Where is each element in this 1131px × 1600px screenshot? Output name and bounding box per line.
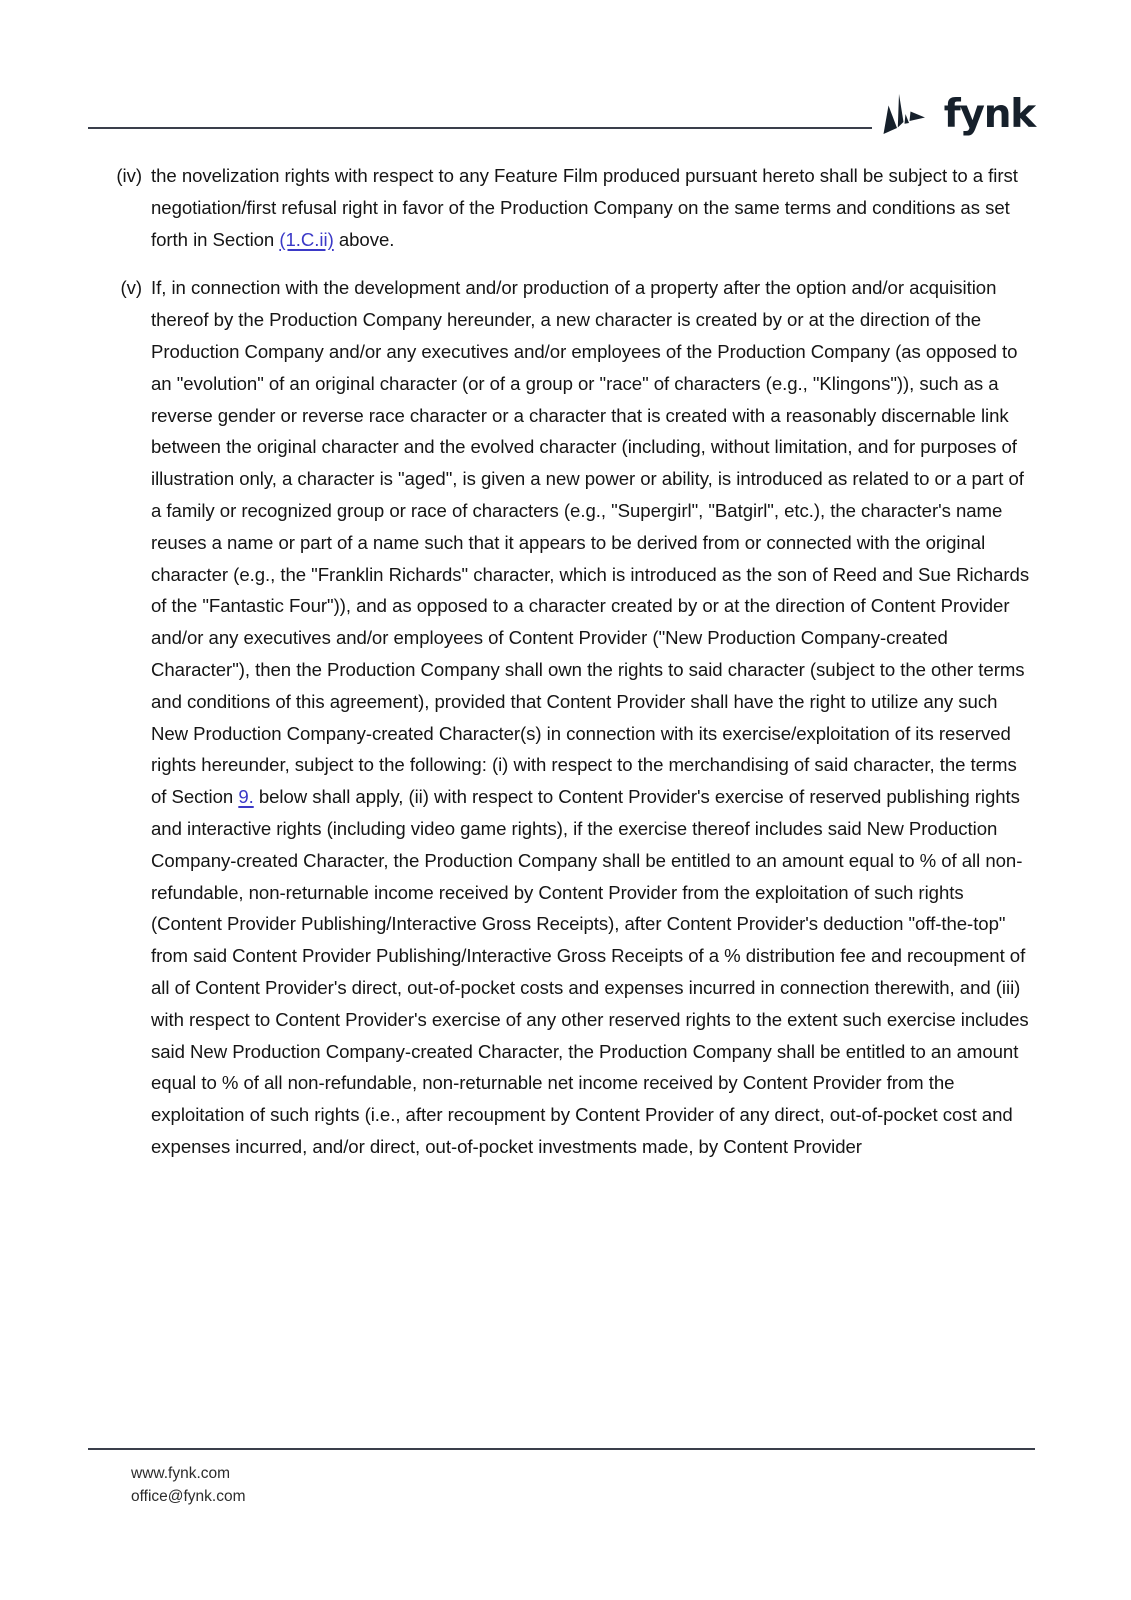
fynk-origami-bird-icon <box>878 92 932 136</box>
brand-name: fynk <box>943 91 1035 137</box>
page-header <box>0 0 1131 160</box>
footer-website[interactable]: www.fynk.com <box>131 1465 231 1482</box>
clause-iv-segment-0: the novelization rights with respect to any Feature Film produced pursuant hereto shall be subject to a first negotiation/first refusal right in favor of the Production Company on the same terms and conditions as set forth in Section <box>151 165 1018 250</box>
document-body <box>0 160 1131 1415</box>
clause-text-iv <box>151 160 1035 255</box>
clause-marker-v: (v) <box>120 277 142 299</box>
footer-email[interactable]: office@fynk.com <box>131 1488 246 1505</box>
footer-divider <box>88 1448 1035 1450</box>
header-divider <box>88 127 872 129</box>
clause-text-v <box>151 272 1035 1162</box>
clause-v-segment-0: If, in connection with the development and/or production of a property after the option and/or acquisition thereof by the Production Company hereunder, a new character is created by or at the direction of the Production Company and/or any executives and/or employees of the Production Company (as opposed to an "evolution" of an original character (or of a group or "race" of characters (e.g., "Klingons")), such as a reverse gender or reverse race character or a character that is created with a reasonably discernable link between the original character and the evolved character (including, without limitation, and for purposes of illustration only, a character is "aged", is given a new power or ability, is introduced as related to or a part of a family or recognized group or race of characters (e.g., "Supergirl", "Batgirl", etc.), the character's name reuses a name or part of a name such that it appears to be derived from or connected with the original character (e.g., the "Franklin Richards" character, which is introduced as the son of Reed and Sue Richards of the "Fantastic Four")), and as opposed to a character created by or at the direction of Content Provider and/or any executives and/or employees of Content Provider ("New Production Company-created Character"), then the Production Company shall own the rights to said character (subject to the other terms and conditions of this agreement), provided that Content Provider shall have the right to utilize any such New Production Company-created Character(s) in connection with its exercise/exploitation of its reserved rights hereunder, subject to the following: (i) with respect to the merchandising of said character, the terms of Section <box>151 277 1030 808</box>
footer-contact-block <box>131 1462 246 1508</box>
clause-v <box>88 272 1035 1162</box>
cross-reference-link-section-9[interactable]: 9. <box>238 786 254 808</box>
clause-iv-segment-2: above. <box>333 228 395 250</box>
page-footer <box>0 1415 1131 1600</box>
cross-reference-link-1-c-ii[interactable]: (1.C.ii) <box>279 228 334 250</box>
clause-iv <box>88 160 1035 255</box>
clause-v-segment-2: below shall apply, (ii) with respect to Content Provider's exercise of reserved publishing rights and interactive rights (including video game rights), if the exercise thereof includes said New Production Company-created Character, the Production Company shall be entitled to an amount equal to % of all non-refundable, non-returnable income received by Content Provider from the exploitation of such rights (Content Provider Publishing/Interactive Gross Receipts), after Content Provider's deduction "off-the-top" from said Content Provider Publishing/Interactive Gross Receipts of a % distribution fee and recoupment of all of Content Provider's direct, out-of-pocket costs and expenses incurred in connection therewith, and (iii) with respect to Content Provider's exercise of any other reserved rights to the extent such exercise includes said New Production Company-created Character, the Production Company shall be entitled to an amount equal to % of all non-refundable, non-returnable net income received by Content Provider from the exploitation of such rights (i.e., after recoupment by Content Provider of any direct, out-of-pocket cost and expenses incurred, and/or direct, out-of-pocket investments made, by Content Provider <box>151 786 1029 1157</box>
clause-marker-iv: (iv) <box>116 165 142 186</box>
brand-logo <box>878 92 1035 136</box>
